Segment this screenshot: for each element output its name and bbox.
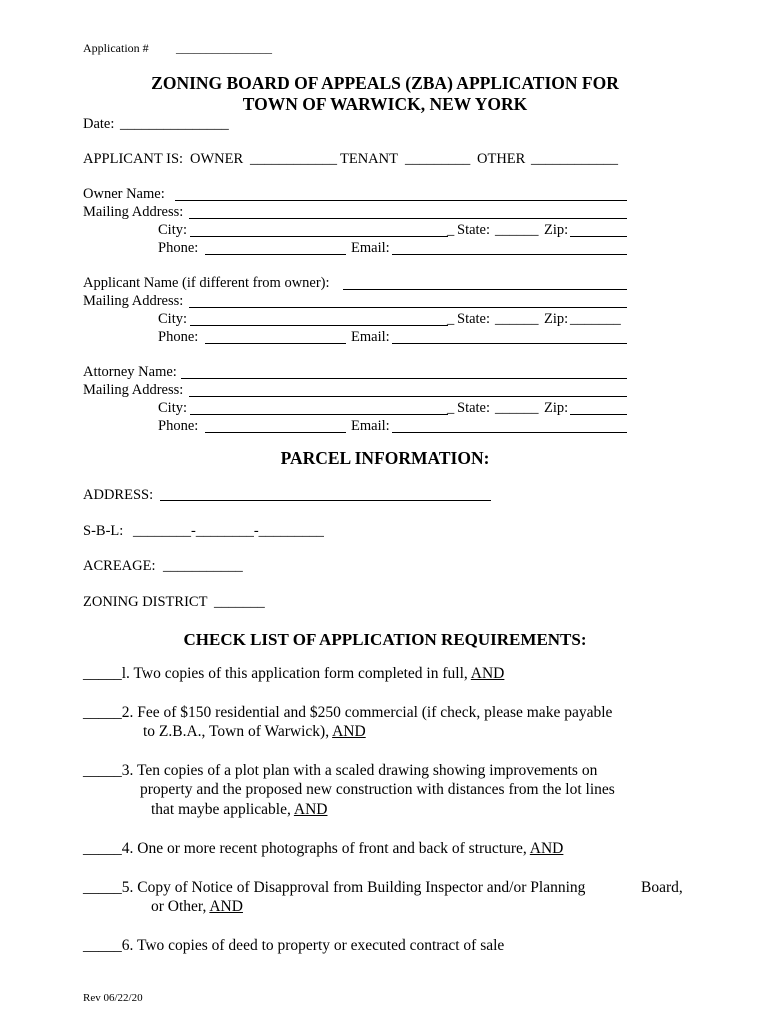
owner-state-field[interactable]: ______ [495, 222, 539, 238]
owner-zip-field[interactable] [570, 236, 627, 237]
parcel-address-field[interactable] [160, 500, 491, 501]
applicant-phone-label: Phone: [158, 329, 199, 345]
applicant-is-owner-label: OWNER [190, 151, 244, 167]
applicant-is-label: APPLICANT IS: [83, 151, 184, 167]
applicant-city-label: City: [158, 311, 188, 327]
attorney-city-label: City: [158, 400, 188, 416]
checklist-item-2-text: 2. Fee of $150 residential and $250 commercial (if check, please make payable [121, 704, 613, 721]
owner-phone-label: Phone: [158, 240, 199, 256]
checklist-item-2-checkbox[interactable]: _____ [83, 704, 122, 721]
checklist-item-6-text: 6. Two copies of deed to property or executed contract of sale [121, 937, 505, 954]
checklist-item-4-checkbox[interactable]: _____ [83, 840, 122, 857]
applicant-is-other-field[interactable]: ____________ [531, 151, 618, 167]
owner-city-field[interactable] [190, 236, 448, 237]
checklist-item-5-text: 5. Copy of Notice of Disapproval from Building Inspector and/or Planning [121, 879, 586, 896]
form-title-line1: ZONING BOARD OF APPEALS (ZBA) APPLICATION FOR [151, 73, 619, 93]
checklist-item-5-line2-text: or Other, [151, 898, 210, 915]
applicant-mailing-field[interactable] [189, 307, 627, 308]
owner-name-label: Owner Name: [83, 186, 165, 202]
checklist-item-3-line2: property and the proposed new construction with distances from the lot lines [140, 781, 615, 798]
checklist-item-5 [83, 880, 585, 896]
attorney-city-tail: _ [447, 400, 455, 416]
parcel-sbl-field[interactable]: ________-________-_________ [133, 523, 324, 539]
checklist-item-5-checkbox[interactable]: _____ [83, 879, 122, 896]
date-field[interactable]: _______________ [120, 116, 229, 132]
applicant-is-tenant-label: TENANT [340, 151, 398, 167]
checklist-item-3-text: 3. Ten copies of a plot plan with a scaled drawing showing improvements on [121, 762, 598, 779]
owner-zip-label: Zip: [544, 222, 569, 238]
attorney-name-field[interactable] [181, 378, 627, 379]
owner-state-label: State: [457, 222, 491, 238]
checklist-item-1-and: AND [470, 665, 505, 682]
checklist-item-3 [83, 763, 597, 779]
checklist-item-2 [83, 705, 612, 721]
applicant-email-label: Email: [351, 329, 390, 345]
form-title-line2: TOWN OF WARWICK, NEW YORK [242, 94, 528, 114]
checklist-item-5-board: Board, [641, 879, 683, 896]
applicant-phone-field[interactable] [205, 343, 346, 344]
date-label: Date: [83, 116, 115, 132]
checklist-item-2-line2 [143, 724, 366, 740]
revision-footer: Rev 06/22/20 [83, 992, 143, 1004]
parcel-acreage-label: ACREAGE: [83, 558, 156, 574]
checklist-item-4-text: 4. One or more recent photographs of front and back of structure, [121, 840, 530, 857]
checklist-item-1-checkbox[interactable]: _____ [83, 665, 122, 682]
checklist-heading: CHECK LIST OF APPLICATION REQUIREMENTS: [183, 630, 587, 649]
checklist-item-6 [83, 938, 504, 954]
attorney-city-field[interactable] [190, 414, 448, 415]
owner-email-field[interactable] [392, 254, 627, 255]
applicant-email-field[interactable] [392, 343, 627, 344]
applicant-is-other-label: OTHER [477, 151, 526, 167]
attorney-mailing-label: Mailing Address: [83, 382, 184, 398]
application-number-field[interactable]: ________________ [176, 41, 272, 55]
attorney-zip-field[interactable] [570, 414, 627, 415]
applicant-city-field[interactable] [190, 325, 448, 326]
checklist-item-3-and: AND [293, 801, 328, 818]
applicant-mailing-label: Mailing Address: [83, 293, 184, 309]
attorney-zip-label: Zip: [544, 400, 569, 416]
attorney-email-field[interactable] [392, 432, 627, 433]
parcel-sbl-label: S-B-L: [83, 523, 124, 539]
checklist-item-4-and: AND [529, 840, 564, 857]
applicant-is-tenant-field[interactable]: _________ [405, 151, 471, 167]
attorney-name-label: Attorney Name: [83, 364, 177, 380]
checklist-item-3-checkbox[interactable]: _____ [83, 762, 122, 779]
applicant-zip-field[interactable]: _______ [570, 311, 621, 327]
applicant-state-label: State: [457, 311, 491, 327]
owner-email-label: Email: [351, 240, 390, 256]
attorney-phone-label: Phone: [158, 418, 199, 434]
applicant-city-tail: _ [447, 311, 455, 327]
checklist-item-4 [83, 841, 563, 857]
owner-mailing-field[interactable] [189, 218, 627, 219]
checklist-item-5-and: AND [209, 898, 243, 915]
applicant-is-owner-field[interactable]: ____________ [250, 151, 337, 167]
checklist-item-3-line3 [151, 802, 327, 818]
checklist-item-5-line2 [151, 899, 243, 915]
checklist-item-2-and: AND [332, 723, 366, 740]
parcel-acreage-field[interactable]: ___________ [163, 558, 243, 574]
attorney-mailing-field[interactable] [189, 396, 627, 397]
attorney-state-field[interactable]: ______ [495, 400, 539, 416]
parcel-zoning-label: ZONING DISTRICT [83, 594, 208, 610]
checklist-item-6-checkbox[interactable]: _____ [83, 937, 122, 954]
applicant-name-field[interactable] [343, 289, 627, 290]
owner-phone-field[interactable] [205, 254, 346, 255]
parcel-heading: PARCEL INFORMATION: [280, 448, 490, 468]
checklist-item-2-line2-text: to Z.B.A., Town of Warwick), [143, 723, 333, 740]
owner-city-label: City: [158, 222, 188, 238]
checklist-item-3-line3-text: that maybe applicable, [151, 801, 294, 818]
application-number-label: Application # [83, 41, 149, 55]
attorney-phone-field[interactable] [205, 432, 346, 433]
owner-name-field[interactable] [175, 200, 627, 201]
attorney-state-label: State: [457, 400, 491, 416]
parcel-address-label: ADDRESS: [83, 487, 154, 503]
applicant-state-field[interactable]: ______ [495, 311, 539, 327]
checklist-item-1-text: l. Two copies of this application form completed in full, [121, 665, 471, 682]
owner-city-tail: _ [447, 222, 455, 238]
attorney-email-label: Email: [351, 418, 390, 434]
parcel-zoning-field[interactable]: _______ [214, 594, 265, 610]
checklist-item-1 [83, 666, 504, 682]
applicant-zip-label: Zip: [544, 311, 569, 327]
owner-mailing-label: Mailing Address: [83, 204, 184, 220]
applicant-name-label: Applicant Name (if different from owner): [83, 275, 330, 291]
